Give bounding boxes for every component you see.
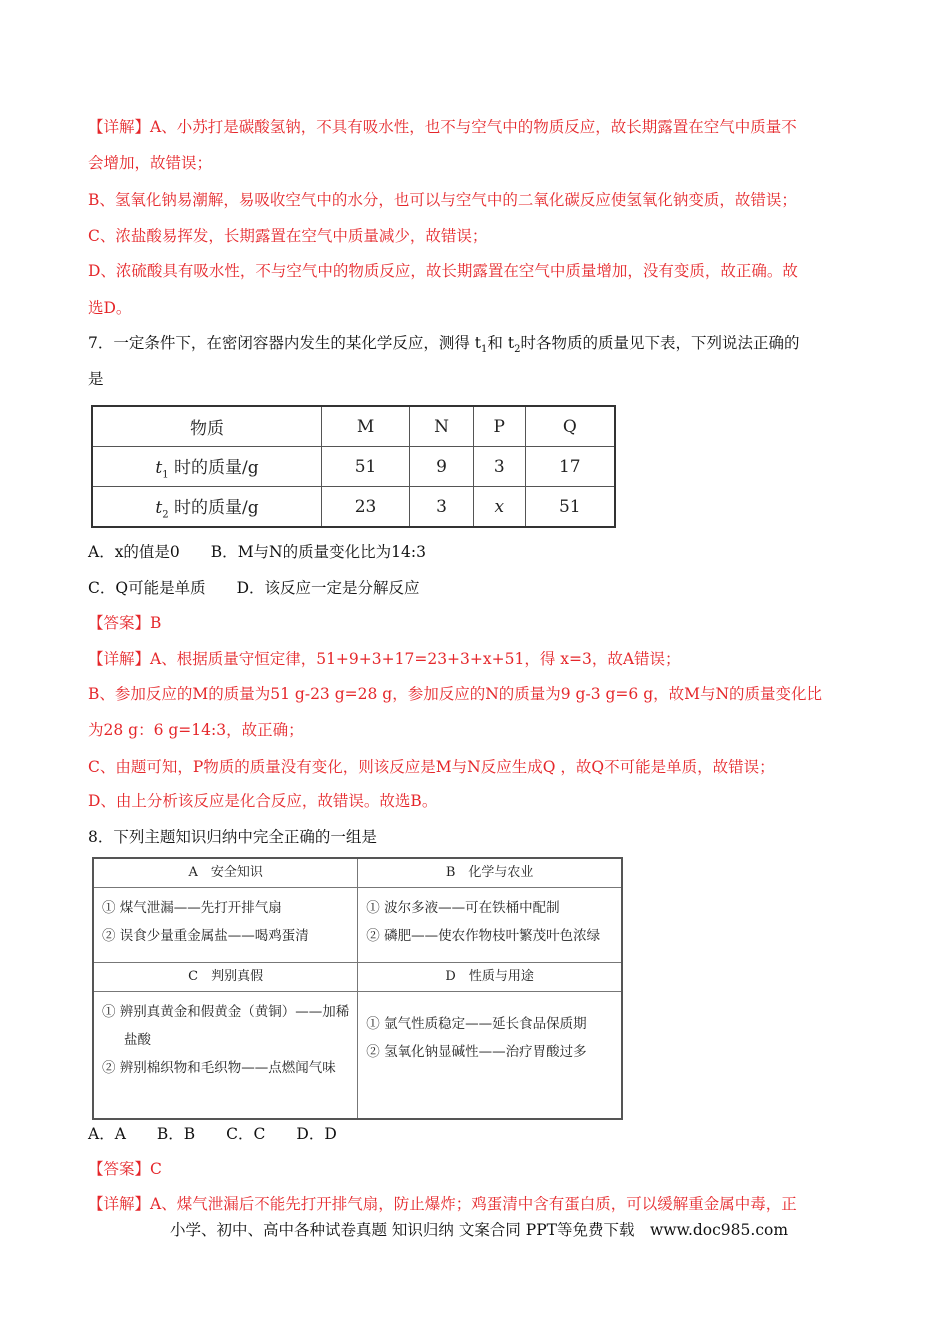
table-row bbox=[92, 447, 615, 487]
q6-detail-line6: 选D。 bbox=[88, 299, 132, 317]
table-header: Q bbox=[525, 406, 615, 447]
table-row bbox=[93, 992, 622, 1120]
q7-stem: 7．一定条件下，在密闭容器内发生的某化学反应，测得 $t_1$和 $t_2$时各物质的质量见下表，下列说法正确的 bbox=[88, 334, 800, 356]
mass-table bbox=[91, 405, 616, 528]
table-row bbox=[93, 858, 622, 888]
q7-detail-4: C、由题可知，P物质的质量没有变化，则该反应是M与N反应生成Q ，故Q不可能是单质，故错误； bbox=[88, 758, 775, 776]
row-label: $t_1$ 时的质量/g bbox=[92, 447, 322, 487]
knowledge-table bbox=[92, 857, 623, 1120]
q6-detail-line1: 【详解】A、小苏打是碳酸氢钠，不具有吸水性，也不与空气中的物质反应，故长期露置在空气中质量不 bbox=[88, 118, 797, 136]
group-c-head: C 判别真假 bbox=[93, 963, 358, 992]
row-label: $t_2$ 时的质量/g bbox=[92, 487, 322, 528]
q7-options-1: A．x的值是0 B．M与N的质量变化比为14:3 bbox=[88, 543, 426, 561]
q8-answer: 【答案】C bbox=[88, 1160, 162, 1178]
q7-detail-3: 为28 g：6 g=14:3，故正确； bbox=[88, 721, 304, 739]
table-row bbox=[93, 963, 622, 992]
q7-answer: 【答案】B bbox=[88, 614, 162, 632]
table-cell: 3 bbox=[410, 487, 474, 528]
table-header: M bbox=[322, 406, 410, 447]
table-header: N bbox=[410, 406, 474, 447]
table-cell: 9 bbox=[410, 447, 474, 487]
q7-stem-cont: 是 bbox=[88, 370, 104, 388]
q6-detail-line3: B、氢氧化钠易潮解，易吸收空气中的水分，也可以与空气中的二氧化碳反应使氢氧化钠变质，故错误； bbox=[88, 191, 797, 209]
page-footer: 小学、初中、高中各种试卷真题 知识归纳 文案合同 PPT等免费下载 www.doc985.com bbox=[170, 1221, 789, 1239]
q6-detail-line2: 会增加，故错误； bbox=[88, 154, 213, 172]
table-cell: x bbox=[473, 487, 525, 528]
table-row bbox=[93, 888, 622, 963]
table-header: 物质 bbox=[92, 406, 322, 447]
table-row bbox=[92, 406, 615, 447]
q6-detail-line4: C、浓盐酸易挥发，长期露置在空气中质量减少，故错误； bbox=[88, 227, 488, 245]
group-a-head: A 安全知识 bbox=[93, 858, 358, 888]
table-cell: 3 bbox=[473, 447, 525, 487]
q7-detail-2: B、参加反应的M的质量为51 g-23 g=28 g，参加反应的N的质量为9 g-3 g=6 g，故M与N的质量变化比 bbox=[88, 685, 823, 703]
table-cell: 51 bbox=[322, 447, 410, 487]
q7-detail-5: D、由上分析该反应是化合反应，故错误。故选B。 bbox=[88, 792, 438, 810]
detail-tag: 【详解】 bbox=[88, 118, 151, 136]
q8-detail-1: 【详解】A、煤气泄漏后不能先打开排气扇，防止爆炸；鸡蛋清中含有蛋白质，可以缓解重金属中毒，正 bbox=[88, 1195, 797, 1213]
table-cell: 17 bbox=[525, 447, 615, 487]
group-c-body: ① 辨别真黄金和假黄金（黄铜）——加稀 盐酸 ② 辨别棉织物和毛织物——点燃闻气味 bbox=[93, 992, 358, 1120]
group-d-head: D 性质与用途 bbox=[358, 963, 622, 992]
group-b-head: B 化学与农业 bbox=[358, 858, 622, 888]
q8-stem: 8．下列主题知识归纳中完全正确的一组是 bbox=[88, 828, 377, 846]
table-cell: 51 bbox=[525, 487, 615, 528]
group-d-body: ① 氩气性质稳定——延长食品保质期 ② 氢氧化钠显碱性——治疗胃酸过多 bbox=[358, 992, 622, 1120]
q6-detail-line5: D、浓硫酸具有吸水性，不与空气中的物质反应，故长期露置在空气中质量增加，没有变质，故正确。故 bbox=[88, 262, 798, 280]
table-row bbox=[92, 487, 615, 528]
group-b-body: ① 波尔多液——可在铁桶中配制 ② 磷肥——使农作物枝叶繁茂叶色浓绿 bbox=[358, 888, 622, 963]
q7-options-2: C．Q可能是单质 D．该反应一定是分解反应 bbox=[88, 579, 420, 597]
q7-detail-1: 【详解】A、根据质量守恒定律，51+9+3+17=23+3+x+51，得 x=3，故A错误； bbox=[88, 650, 681, 668]
q8-options: A．A B．B C．C D．D bbox=[88, 1125, 337, 1143]
table-cell: 23 bbox=[322, 487, 410, 528]
table-header: P bbox=[473, 406, 525, 447]
group-a-body: ① 煤气泄漏——先打开排气扇 ② 误食少量重金属盐——喝鸡蛋清 bbox=[93, 888, 358, 963]
